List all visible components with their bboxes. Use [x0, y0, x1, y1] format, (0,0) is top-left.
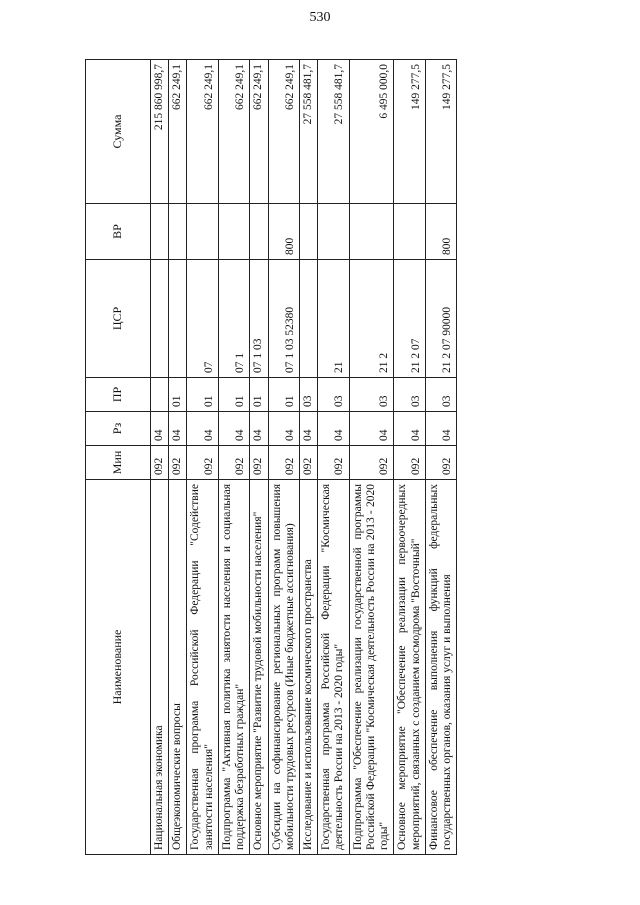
row-rz: 04: [151, 412, 169, 446]
row-pr: 03: [318, 378, 349, 412]
row-name: Государственная программа Российской Федерации "Содействие занятости населения": [187, 480, 218, 855]
row-sum: 662 249,1: [250, 60, 268, 204]
row-vr: [349, 204, 394, 260]
row-pr: 01: [268, 378, 299, 412]
row-name: Подпрограмма "Активная политика занятости населения и социальная поддержка безработных граждан": [218, 480, 249, 855]
row-vr: 800: [425, 204, 456, 260]
row-name: Финансовое обеспечение выполнения функций федеральных государственных органов, оказания услуг и выполнения: [425, 480, 456, 855]
row-min: 092: [218, 446, 249, 480]
row-rz: 04: [425, 412, 456, 446]
header-min: Мин: [86, 446, 151, 480]
table-row: [349, 60, 394, 855]
row-vr: [318, 204, 349, 260]
row-csr: 21 2: [349, 260, 394, 378]
row-pr: 03: [349, 378, 394, 412]
row-vr: [187, 204, 218, 260]
row-csr: [169, 260, 187, 378]
row-csr: 07 1 03: [250, 260, 268, 378]
row-pr: 03: [425, 378, 456, 412]
row-vr: [394, 204, 425, 260]
rotated-table-container: [85, 60, 600, 855]
row-csr: 21 2 07 90000: [425, 260, 456, 378]
row-csr: [151, 260, 169, 378]
row-sum: 662 249,1: [218, 60, 249, 204]
header-csr: ЦСР: [86, 260, 151, 378]
row-csr: 07: [187, 260, 218, 378]
table-header-row: [86, 60, 151, 855]
row-min: 092: [349, 446, 394, 480]
row-vr: 800: [268, 204, 299, 260]
row-rz: 04: [169, 412, 187, 446]
row-pr: 01: [250, 378, 268, 412]
row-pr: [151, 378, 169, 412]
budget-table: [85, 59, 457, 855]
row-min: 092: [425, 446, 456, 480]
table-row: [151, 60, 169, 855]
row-sum: 149 277,5: [425, 60, 456, 204]
table-row: [218, 60, 249, 855]
row-rz: 04: [299, 412, 317, 446]
row-pr: 03: [394, 378, 425, 412]
table-row: [394, 60, 425, 855]
row-rz: 04: [218, 412, 249, 446]
header-vr: ВР: [86, 204, 151, 260]
table-row: [299, 60, 317, 855]
header-pr: ПР: [86, 378, 151, 412]
row-name: Исследование и использование космического пространства: [299, 480, 317, 855]
row-vr: [299, 204, 317, 260]
table-row: [318, 60, 349, 855]
row-sum: 662 249,1: [169, 60, 187, 204]
row-min: 092: [318, 446, 349, 480]
table-row: [425, 60, 456, 855]
row-name: Подпрограмма "Обеспечение реализации государственной программы Российской Федерации "Космическая деятельность России на 2013 - 2020 годы": [349, 480, 394, 855]
row-name: Основное мероприятие "Развитие трудовой мобильности населения": [250, 480, 268, 855]
row-min: 092: [187, 446, 218, 480]
row-pr: 01: [218, 378, 249, 412]
row-rz: 04: [349, 412, 394, 446]
row-rz: 04: [318, 412, 349, 446]
row-pr: 01: [169, 378, 187, 412]
row-sum: 27 558 481,7: [299, 60, 317, 204]
row-min: 092: [394, 446, 425, 480]
row-min: 092: [169, 446, 187, 480]
row-rz: 04: [250, 412, 268, 446]
row-rz: 04: [187, 412, 218, 446]
row-name: Государственная программа Российской Федерации "Космическая деятельность России на 2013 - 2020 годы": [318, 480, 349, 855]
row-rz: 04: [394, 412, 425, 446]
row-csr: 21 2 07: [394, 260, 425, 378]
row-min: 092: [151, 446, 169, 480]
row-min: 092: [250, 446, 268, 480]
row-csr: 21: [318, 260, 349, 378]
table-row: [187, 60, 218, 855]
row-csr: [299, 260, 317, 378]
header-name: Наименование: [86, 480, 151, 855]
row-sum: 27 558 481,7: [318, 60, 349, 204]
row-sum: 662 249,1: [268, 60, 299, 204]
header-rz: Рз: [86, 412, 151, 446]
row-min: 092: [268, 446, 299, 480]
row-sum: 149 277,5: [394, 60, 425, 204]
table-row: [169, 60, 187, 855]
row-csr: 07 1: [218, 260, 249, 378]
row-name: Общеэкономические вопросы: [169, 480, 187, 855]
page-number: 530: [309, 10, 331, 25]
row-name: Основное мероприятие "Обеспечение реализации первоочередных мероприятий, связанных с созданием космодрома "Восточный": [394, 480, 425, 855]
row-min: 092: [299, 446, 317, 480]
row-vr: [218, 204, 249, 260]
row-vr: [250, 204, 268, 260]
row-sum: 6 495 000,0: [349, 60, 394, 204]
row-rz: 04: [268, 412, 299, 446]
header-sum: Сумма: [86, 60, 151, 204]
row-pr: 01: [187, 378, 218, 412]
table-row: [250, 60, 268, 855]
table-row: [268, 60, 299, 855]
row-pr: 03: [299, 378, 317, 412]
row-csr: 07 1 03 52380: [268, 260, 299, 378]
row-sum: 215 860 998,7: [151, 60, 169, 204]
row-name: Национальная экономика: [151, 480, 169, 855]
row-sum: 662 249,1: [187, 60, 218, 204]
row-name: Субсидии на софинансирование региональных программ повышения мобильности трудовых ресурсов (Иные бюджетные ассигнования): [268, 480, 299, 855]
row-vr: [151, 204, 169, 260]
row-vr: [169, 204, 187, 260]
